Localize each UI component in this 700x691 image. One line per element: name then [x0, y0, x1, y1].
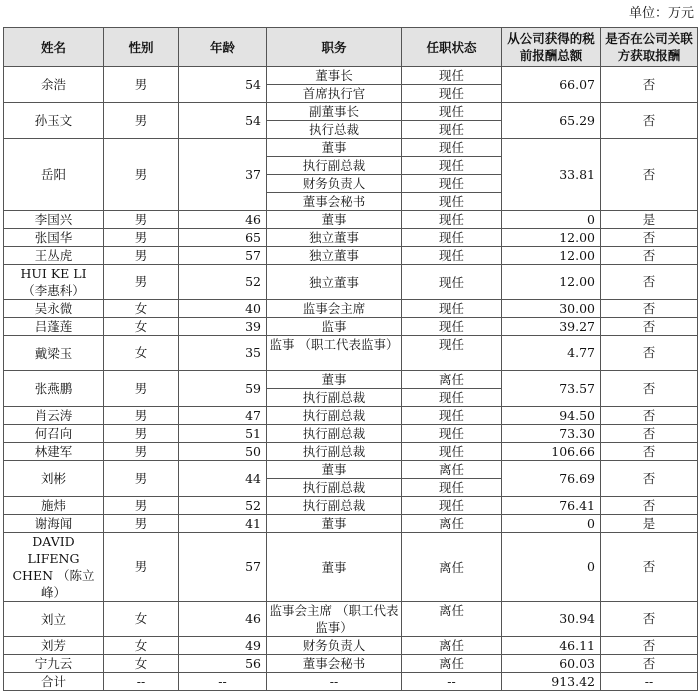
table-row	[4, 461, 698, 497]
related-cell: 否	[601, 318, 698, 336]
name-cell: 吕蓬莲	[4, 318, 104, 336]
table-row	[4, 336, 698, 371]
status-cell	[402, 602, 502, 637]
header-row	[4, 28, 698, 67]
name-cell: 李国兴	[4, 211, 104, 229]
pay-cell: 76.69	[502, 461, 601, 497]
gender-cell: 男	[104, 103, 179, 139]
status-cell	[402, 461, 502, 497]
related-cell: 否	[601, 443, 698, 461]
pay-cell: 12.00	[502, 229, 601, 247]
position-cell	[267, 229, 402, 247]
position-cell	[267, 425, 402, 443]
age-cell: 46	[179, 602, 267, 637]
status-item: 现任	[438, 444, 464, 459]
position-item: 监事 （职工代表监事）	[269, 337, 399, 352]
table-row	[4, 407, 698, 425]
position-item: 董事	[321, 462, 347, 477]
gender-cell: 男	[104, 211, 179, 229]
status-item: 现任	[402, 174, 501, 192]
table-row	[4, 602, 698, 637]
table-row	[4, 67, 698, 103]
status-item: 离任	[438, 559, 464, 575]
age-cell: 40	[179, 300, 267, 318]
position-cell	[267, 443, 402, 461]
status-item: 现任	[438, 301, 464, 316]
pay-cell: 76.41	[502, 497, 601, 515]
position-item: 独立董事	[308, 230, 359, 245]
position-item: 董事会秘书	[302, 656, 366, 671]
position-item: 董事	[321, 372, 347, 387]
status-cell	[402, 443, 502, 461]
related-cell: 否	[601, 67, 698, 103]
status-item: 现任	[438, 68, 464, 83]
age-cell: 46	[179, 211, 267, 229]
name-cell: 何召向	[4, 425, 104, 443]
table-row	[4, 497, 698, 515]
position-item: 董事长	[315, 68, 353, 83]
table-row	[4, 229, 698, 247]
status-item: 离任	[438, 638, 464, 653]
name-cell: 余浩	[4, 67, 104, 103]
pay-cell: 0	[502, 533, 601, 602]
status-cell	[402, 497, 502, 515]
position-item: 执行副总裁	[302, 498, 366, 513]
position-item: 执行副总裁	[302, 408, 366, 423]
related-cell: 否	[601, 103, 698, 139]
total-status: --	[402, 673, 502, 691]
related-cell: 否	[601, 425, 698, 443]
age-cell: 57	[179, 533, 267, 602]
age-cell: 35	[179, 336, 267, 371]
status-item: 离任	[438, 656, 464, 671]
status-item: 现任	[438, 426, 464, 441]
related-cell: 是	[601, 211, 698, 229]
status-cell	[402, 425, 502, 443]
position-item: 执行副总裁	[302, 426, 366, 441]
compensation-table	[3, 27, 698, 691]
status-item: 现任	[438, 408, 464, 423]
table-row	[4, 515, 698, 533]
name-cell: 宁九云	[4, 655, 104, 673]
status-item: 离任	[438, 516, 464, 531]
age-cell: 47	[179, 407, 267, 425]
header-related: 是否在公司关联方获取报酬	[601, 28, 698, 67]
table-body	[4, 67, 698, 673]
position-item: 财务负责人	[267, 174, 401, 192]
position-cell	[267, 515, 402, 533]
status-item: 现任	[438, 104, 464, 119]
header-gender: 性别	[104, 28, 179, 67]
total-pay: 913.42	[502, 673, 601, 691]
gender-cell: 男	[104, 533, 179, 602]
header-age: 年龄	[179, 28, 267, 67]
related-cell: 否	[601, 247, 698, 265]
age-cell: 52	[179, 265, 267, 300]
gender-cell: 男	[104, 371, 179, 407]
position-item: 监事	[321, 319, 347, 334]
status-item: 现任	[438, 230, 464, 245]
name-cell: 刘彬	[4, 461, 104, 497]
total-gender: --	[104, 673, 179, 691]
age-cell: 52	[179, 497, 267, 515]
position-cell	[267, 655, 402, 673]
position-cell	[267, 103, 402, 139]
related-cell: 否	[601, 407, 698, 425]
related-cell: 否	[601, 371, 698, 407]
status-cell	[402, 533, 502, 602]
position-item: 董事	[321, 212, 347, 227]
status-cell	[402, 336, 502, 371]
gender-cell: 男	[104, 515, 179, 533]
status-cell	[402, 67, 502, 103]
position-cell	[267, 300, 402, 318]
status-item: 现任	[402, 192, 501, 210]
table-row	[4, 265, 698, 300]
age-cell: 65	[179, 229, 267, 247]
name-cell: DAVID LIFENG CHEN （陈立峰）	[4, 533, 104, 602]
status-item: 现任	[438, 212, 464, 227]
age-cell: 56	[179, 655, 267, 673]
table-row	[4, 211, 698, 229]
status-cell	[402, 300, 502, 318]
position-item: 执行副总裁	[267, 478, 401, 496]
gender-cell: 女	[104, 318, 179, 336]
position-cell	[267, 533, 402, 602]
status-item: 现任	[402, 84, 501, 102]
position-item: 执行副总裁	[267, 156, 401, 174]
status-item: 现任	[438, 498, 464, 513]
pay-cell: 30.94	[502, 602, 601, 637]
pay-cell: 4.77	[502, 336, 601, 371]
age-cell: 50	[179, 443, 267, 461]
position-cell	[267, 336, 402, 371]
position-cell	[267, 637, 402, 655]
name-cell: 岳阳	[4, 139, 104, 211]
position-cell	[267, 211, 402, 229]
pay-cell: 39.27	[502, 318, 601, 336]
table-row	[4, 103, 698, 139]
status-item: 离任	[438, 462, 464, 477]
status-item: 现任	[402, 478, 501, 496]
gender-cell: 女	[104, 655, 179, 673]
gender-cell: 女	[104, 300, 179, 318]
position-cell	[267, 67, 402, 103]
header-pay: 从公司获得的税前报酬总额	[502, 28, 601, 67]
related-cell: 否	[601, 300, 698, 318]
status-item: 现任	[402, 156, 501, 174]
related-cell: 否	[601, 139, 698, 211]
age-cell: 37	[179, 139, 267, 211]
header-status: 任职状态	[402, 28, 502, 67]
unit-label: 单位：万元	[628, 6, 694, 21]
position-item: 董事	[321, 559, 347, 575]
name-cell: 刘立	[4, 602, 104, 637]
name-cell: HUI KE LI （李惠科）	[4, 265, 104, 300]
position-cell	[267, 318, 402, 336]
status-item: 现任	[438, 140, 464, 155]
related-cell: 否	[601, 497, 698, 515]
name-cell: 戴梁玉	[4, 336, 104, 371]
name-cell: 林建军	[4, 443, 104, 461]
header-name: 姓名	[4, 28, 104, 67]
status-cell	[402, 407, 502, 425]
related-cell: 否	[601, 655, 698, 673]
status-item: 离任	[438, 372, 464, 387]
gender-cell: 女	[104, 602, 179, 637]
pay-cell: 65.29	[502, 103, 601, 139]
position-item: 首席执行官	[267, 84, 401, 102]
pay-cell: 12.00	[502, 247, 601, 265]
pay-cell: 73.30	[502, 425, 601, 443]
position-cell	[267, 497, 402, 515]
name-cell: 孙玉文	[4, 103, 104, 139]
gender-cell: 男	[104, 247, 179, 265]
status-cell	[402, 211, 502, 229]
related-cell: 否	[601, 265, 698, 300]
table-row	[4, 655, 698, 673]
table-row	[4, 247, 698, 265]
position-item: 执行副总裁	[302, 444, 366, 459]
position-item: 副董事长	[308, 104, 359, 119]
name-cell: 刘芳	[4, 637, 104, 655]
pay-cell: 0	[502, 211, 601, 229]
status-cell	[402, 265, 502, 300]
position-item: 执行副总裁	[267, 388, 401, 406]
pay-cell: 33.81	[502, 139, 601, 211]
gender-cell: 男	[104, 443, 179, 461]
position-item: 董事会秘书	[267, 192, 401, 210]
status-cell	[402, 655, 502, 673]
position-cell	[267, 371, 402, 407]
position-item: 监事会主席 （职工代表监事）	[269, 603, 399, 635]
status-cell	[402, 318, 502, 336]
header-position: 职务	[267, 28, 402, 67]
table-row	[4, 300, 698, 318]
related-cell: 否	[601, 229, 698, 247]
status-item: 现任	[438, 319, 464, 334]
age-cell: 44	[179, 461, 267, 497]
gender-cell: 男	[104, 461, 179, 497]
name-cell: 张国华	[4, 229, 104, 247]
pay-cell: 73.57	[502, 371, 601, 407]
total-label: 合计	[4, 673, 104, 691]
total-related: --	[601, 673, 698, 691]
position-item: 执行总裁	[267, 120, 401, 138]
table-row	[4, 371, 698, 407]
gender-cell: 女	[104, 637, 179, 655]
table-row	[4, 533, 698, 602]
status-cell	[402, 637, 502, 655]
position-item: 财务负责人	[302, 638, 366, 653]
name-cell: 肖云涛	[4, 407, 104, 425]
related-cell: 否	[601, 461, 698, 497]
position-cell	[267, 265, 402, 300]
position-cell	[267, 247, 402, 265]
pay-cell: 60.03	[502, 655, 601, 673]
status-cell	[402, 139, 502, 211]
pay-cell: 106.66	[502, 443, 601, 461]
total-row	[4, 673, 698, 691]
gender-cell: 男	[104, 265, 179, 300]
gender-cell: 男	[104, 407, 179, 425]
age-cell: 51	[179, 425, 267, 443]
gender-cell: 女	[104, 336, 179, 371]
age-cell: 59	[179, 371, 267, 407]
total-age: --	[179, 673, 267, 691]
total-position: --	[267, 673, 402, 691]
pay-cell: 94.50	[502, 407, 601, 425]
status-cell	[402, 103, 502, 139]
age-cell: 54	[179, 103, 267, 139]
gender-cell: 男	[104, 497, 179, 515]
age-cell: 39	[179, 318, 267, 336]
pay-cell: 66.07	[502, 67, 601, 103]
position-cell	[267, 139, 402, 211]
table-row	[4, 139, 698, 211]
position-item: 独立董事	[308, 248, 359, 263]
related-cell: 否	[601, 533, 698, 602]
pay-cell: 46.11	[502, 637, 601, 655]
age-cell: 54	[179, 67, 267, 103]
pay-cell: 30.00	[502, 300, 601, 318]
status-item: 现任	[438, 248, 464, 263]
position-item: 独立董事	[308, 274, 359, 290]
name-cell: 王丛虎	[4, 247, 104, 265]
related-cell: 否	[601, 637, 698, 655]
status-cell	[402, 515, 502, 533]
name-cell: 吴永微	[4, 300, 104, 318]
position-item: 董事	[321, 140, 347, 155]
related-cell: 是	[601, 515, 698, 533]
status-cell	[402, 229, 502, 247]
gender-cell: 男	[104, 139, 179, 211]
status-item: 现任	[402, 388, 501, 406]
position-cell	[267, 602, 402, 637]
gender-cell: 男	[104, 229, 179, 247]
status-cell	[402, 247, 502, 265]
related-cell: 否	[601, 602, 698, 637]
position-item: 董事	[321, 516, 347, 531]
position-item: 监事会主席	[302, 301, 366, 316]
table-row	[4, 425, 698, 443]
gender-cell: 男	[104, 67, 179, 103]
name-cell: 施炜	[4, 497, 104, 515]
table-row	[4, 443, 698, 461]
status-item: 离任	[438, 603, 464, 618]
table-row	[4, 637, 698, 655]
status-item: 现任	[402, 120, 501, 138]
status-cell	[402, 371, 502, 407]
pay-cell: 0	[502, 515, 601, 533]
age-cell: 49	[179, 637, 267, 655]
gender-cell: 男	[104, 425, 179, 443]
age-cell: 57	[179, 247, 267, 265]
status-item: 现任	[438, 274, 464, 290]
position-cell	[267, 461, 402, 497]
position-cell	[267, 407, 402, 425]
table-row	[4, 318, 698, 336]
pay-cell: 12.00	[502, 265, 601, 300]
name-cell: 张燕鹏	[4, 371, 104, 407]
related-cell: 否	[601, 336, 698, 371]
status-item: 现任	[438, 337, 464, 352]
name-cell: 谢海闻	[4, 515, 104, 533]
age-cell: 41	[179, 515, 267, 533]
